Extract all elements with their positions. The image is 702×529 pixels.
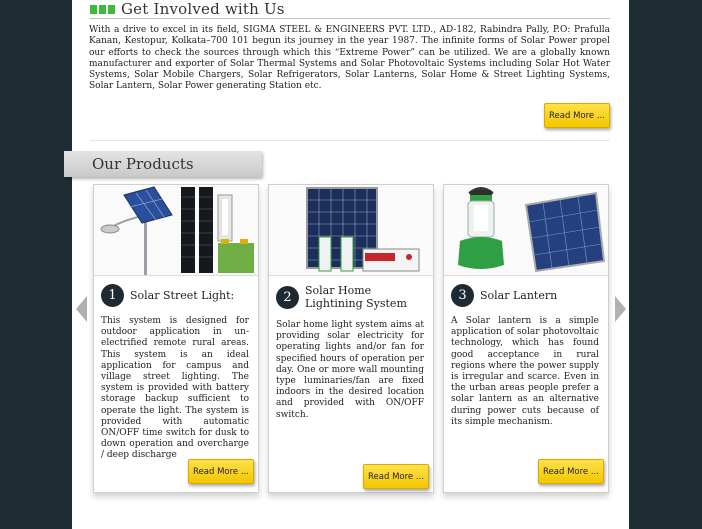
product-title-row bbox=[276, 284, 429, 310]
green-squares-icon bbox=[90, 5, 115, 14]
get-involved-header bbox=[90, 0, 285, 18]
solar-home-lighting-image bbox=[269, 185, 433, 276]
carousel-prev-arrow-icon[interactable] bbox=[76, 296, 87, 322]
product-description: This system is designed for outdoor application in un-electrified remote rural areas. This system is an ideal application for campus and village street lighting. The system is provided with battery storage backup sufficient to operate the light. The system is provided with automatic ON/OFF time switch for dusk to down operation and overcharge / deep discharge bbox=[101, 316, 249, 461]
get-involved-title: Get Involved with Us bbox=[121, 0, 285, 18]
product-card-solar-home-lighting bbox=[268, 184, 434, 493]
solar-street-light-image bbox=[94, 185, 258, 276]
solar-lantern-image bbox=[444, 185, 608, 276]
product-title-row bbox=[451, 284, 604, 307]
product-number-badge: 1 bbox=[101, 284, 124, 307]
carousel-next-arrow-icon[interactable] bbox=[615, 296, 626, 322]
solar-lantern-read-more-button[interactable]: Read More ... bbox=[538, 459, 604, 484]
solar-home-lighting-read-more-button[interactable]: Read More ... bbox=[363, 464, 429, 489]
get-involved-read-more-button[interactable]: Read More ... bbox=[544, 103, 610, 128]
solar-street-light-read-more-button[interactable]: Read More ... bbox=[188, 459, 254, 484]
product-card-solar-lantern bbox=[443, 184, 609, 493]
our-products-heading bbox=[64, 151, 262, 177]
section-rule bbox=[90, 18, 610, 19]
product-number-badge: 3 bbox=[451, 284, 474, 307]
product-title[interactable]: Solar Home Lightining System bbox=[305, 284, 407, 310]
get-involved-text: With a drive to excel in its field, SIGMA STEEL & ENGINEERS PVT. LTD., AD-182, Rabindra Pally, P.O: Prafulla Kanan, Kestopur, Kolkata–700 101 begun its journey in the year 1987. The infinite forms of Solar Power propel our efforts to check the sources through which this “Extreme Power” can be utilized. We are a globally known manufacturer and exporter of Solar Thermal Systems and Solar Photovoltaic Systems including Solar Hot Water Systems, Solar Mobile Chargers, Solar Refrigerators, Solar Lanterns, Solar Home & Street Lighting Systems, Solar Lantern, Solar Power generating Station etc. bbox=[89, 25, 610, 92]
product-title[interactable]: Solar Lantern bbox=[480, 289, 558, 302]
content-page bbox=[72, 0, 629, 529]
our-products-title: Our Products bbox=[92, 155, 194, 173]
product-number-badge: 2 bbox=[276, 286, 299, 309]
product-title-row bbox=[101, 284, 254, 307]
product-title[interactable]: Solar Street Light: bbox=[130, 289, 235, 302]
product-description: A Solar lantern is a simple application of solar photovoltaic technology, which has found good acceptance in rural regions where the power supply is irregular and scarce. Even in the urban areas people prefer a solar lantern as an alternative during power cuts because of its simple mechanism. bbox=[451, 316, 599, 427]
product-card-solar-street-light bbox=[93, 184, 259, 493]
product-description: Solar home light system aims at providing solar electricity for operating lights and/or fan for specified hours of operation per day. One or more wall mounting type luminaries/fan are fixed indoors in the desired location and provided with ON/OFF switch. bbox=[276, 320, 424, 420]
section-divider bbox=[90, 140, 610, 141]
